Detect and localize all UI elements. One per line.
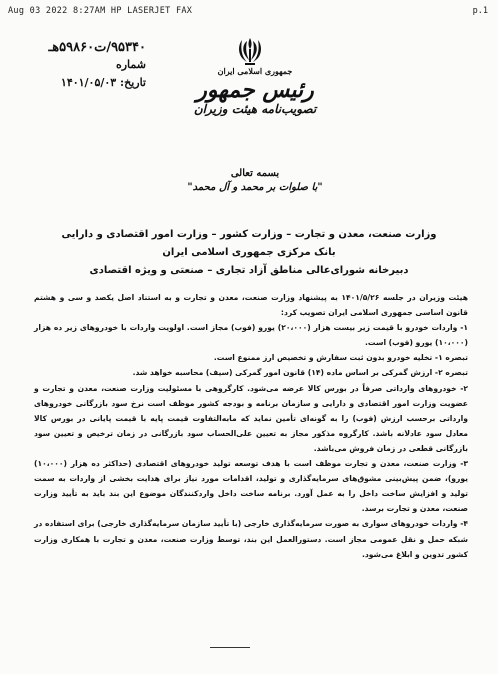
document-date: تاریخ: ۱۴۰۱/۰۵/۰۳ bbox=[60, 76, 146, 89]
body-note-1: تبصره ۱- تخلیه خودرو بدون ثبت سفارش و تخصیص ارز ممنوع است. bbox=[213, 353, 468, 363]
fax-page-number: p.1 bbox=[472, 6, 488, 16]
body-note-2: تبصره ۲- ارزش گمرکی بر اساس ماده (۱۴) قانون امور گمرکی (سیف) محاسبه خواهد شد. bbox=[132, 368, 468, 378]
document-number: ۹۵۳۴۰/ت۵۹۸۶۰هـ bbox=[48, 40, 146, 55]
page-divider bbox=[210, 647, 250, 648]
body-paragraph-4: ۴- واردات خودروهای سواری به صورت سرمایه‌گذاری خارجی (با تأیید سازمان سرمایه‌گذاری خارجی) برای استفاده در شبکه حمل و نقل عمومی مجاز است. دستورالعمل این بند، توسط وزارت صنعت، معدن و تجارت با همکاری وزارت کشور تدوین و ابلاغ می‌شود. bbox=[34, 519, 468, 559]
president-title: رئیس جمهور bbox=[196, 77, 314, 103]
body-paragraph-intro: هیئت وزیران در جلسه ۱۴۰۱/۵/۲۶ به پیشنهاد وزارت صنعت، معدن و تجارت و به استناد اصل یکصد و سی و هشتم قانون اساسی جمهوری اسلامی ایران تصویب کرد: bbox=[34, 293, 468, 318]
fax-header-info: Aug 03 2022 8:27AM HP LASERJET FAX bbox=[8, 6, 193, 16]
recipients-line-3: دبیرخانه شورای‌عالی مناطق آزاد تجاری – صنعتی و ویژه اقتصادی bbox=[89, 265, 409, 276]
document-number-label: شماره bbox=[115, 58, 146, 71]
letterhead bbox=[120, 66, 390, 116]
body-paragraph-1: ۱- واردات خودرو با قیمت زیر بیست هزار (۲۰،۰۰۰) یورو (فوب) مجاز است. اولویت واردات با خودروهای زیر ده هزار (۱۰،۰۰۰) یورو (فوب) است. bbox=[34, 323, 468, 348]
body-paragraph-2: ۲- خودروهای وارداتی صرفاً در بورس کالا عرضه می‌شود. کارگروهی با مسئولیت وزارت صنعت، معدن و تجارت و عضویت وزارت امور اقتصادی و دارایی و سازمان برنامه و بودجه کشور موظف است نرخ سود بازرگانی خودروهای وارداتی برحسب ارزش (فوب) را به گونه‌ای تأمین نماید که مابه‌التفاوت قیمت پایه با قیمت پایانی در بورس کالا معادل سود عادلانه باشد. کارگروه مذکور مجاز به تعیین علی‌الحساب سود بازرگانی در زمان ترخیص و تعیین سود بازرگانی قطعی در زمان فروش می‌باشد. bbox=[34, 383, 468, 453]
bismillah: بسمه تعالی bbox=[230, 168, 280, 179]
body-paragraph-3: ۳- وزارت صنعت، معدن و تجارت موظف است با هدف توسعه تولید خودروهای اقتصادی (حداکثر ده هزار (۱۰،۰۰۰) یورو)، ضمن پیش‌بینی مشوق‌های سرمایه‌گذاری و تولید، اقدامات مورد نیاز برای هدایت بخشی از واردات به سمت تولید و افزایش ساخت داخل را به عمل آورد. برنامه ساخت داخل واردکنندگان موضوع این بند باید به تأیید وزارت صنعت، معدن و تجارت برسد. bbox=[34, 459, 468, 514]
recipients-line-2: بانک مرکزی جمهوری اسلامی ایران bbox=[162, 247, 336, 258]
country-name: جمهوری اسلامی ایران bbox=[217, 66, 293, 76]
iran-emblem-icon bbox=[236, 36, 264, 66]
recipients-line-1: وزارت صنعت، معدن و تجارت – وزارت کشور – وزارت امور اقتصادی و دارایی bbox=[61, 229, 437, 240]
approval-title: تصویب‌نامه هیئت وزیران bbox=[193, 102, 317, 116]
fax-header bbox=[0, 6, 498, 20]
salawat: "با صلوات بر محمد و آل محمد" bbox=[187, 182, 323, 193]
decree-body bbox=[34, 290, 468, 562]
